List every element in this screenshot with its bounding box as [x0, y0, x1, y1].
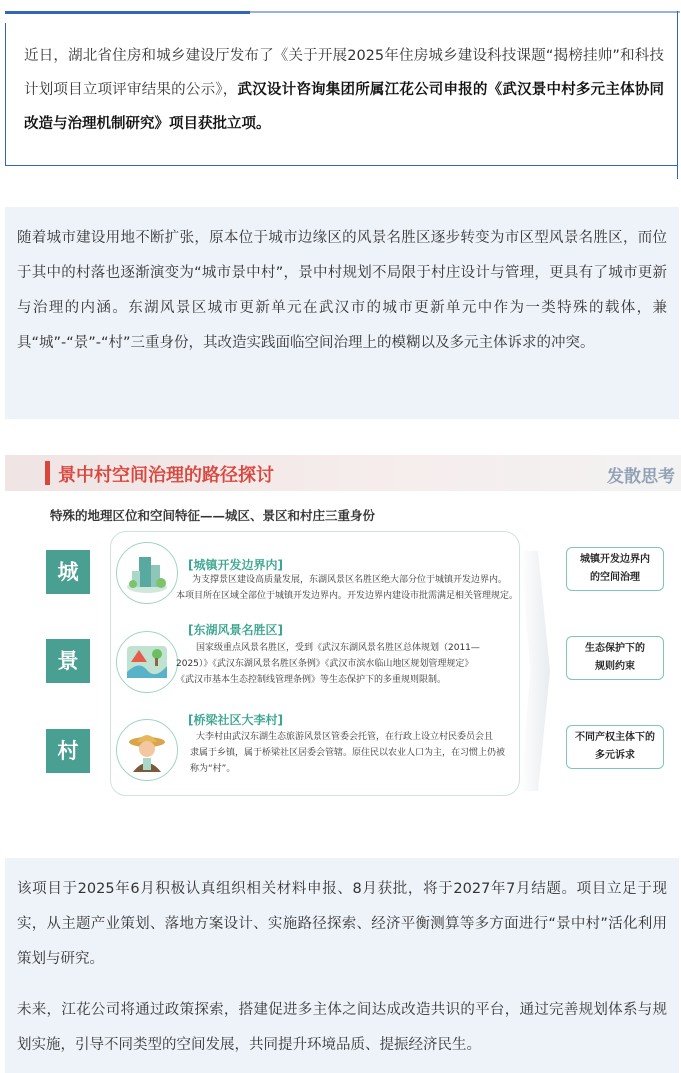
- intro-text: [24, 39, 664, 141]
- scenic-body-line1: 国家级重点风景名胜区，受到《武汉东湖风景名胜区总体规划（2011—: [196, 643, 480, 653]
- flow-arrow: [520, 551, 550, 791]
- badge-village: 村: [46, 729, 90, 773]
- village-body-line1: 大李村由武汉东湖生态旅游风景区管委会托管，在行政上设立村民委员会且: [196, 732, 494, 742]
- closing-paragraph-1: 该项目于2025年6月积极认真组织相关材料申报、8月获批，将于2027年7月结题。项目立足于现实，从主题产业策划、落地方案设计、实施路径探索、经济平衡测算等多方面进行“景中村”活化利用策划与研究。: [17, 881, 667, 967]
- figure-title-mark: [45, 461, 50, 485]
- city-body-line1: 为支撑景区建设高质量发展，东湖风景区名胜区绝大部分位于城镇开发边界内。: [192, 575, 508, 585]
- outcome-box-village: [566, 725, 664, 769]
- outcome-box-scenic: [566, 636, 664, 680]
- farmer-icon: [116, 719, 178, 781]
- village-body-line2: 隶属于乡镇，属于桥梁社区居委会管辖。原住民以农业人口为主，在习惯上仍被: [190, 748, 506, 758]
- figure-path-analysis: [0, 455, 681, 815]
- figure-title: 景中村空间治理的路径探讨: [58, 465, 274, 486]
- city-heading: [城镇开发边界内]: [188, 558, 283, 572]
- city-body-line2: 本项目所在区域全部位于城镇开发边界内。开发边界内建设市批需满足相关管理规定。: [176, 591, 519, 601]
- intro-text-bold: 武汉设计咨询集团所属江花公司申报的《武汉景中村多元主体协同改造与治理机制研究》项目获批立项。: [24, 82, 665, 132]
- background-paragraph: 随着城市建设用地不断扩张，原本位于城市边缘区的风景名胜区逐步转变为市区型风景名胜区，而位于其中的村落也逐渐演变为“城市景中村”，景中村规划不局限于村庄设计与管理，更具有了城市更新与治理的内涵。东湖风景区城市更新单元在武汉市的城市更新单元中作为一类特殊的载体，兼具“城”-“景”-“村”三重身份，其改造实践面临空间治理上的模糊以及多元主体诉求的冲突。: [17, 230, 667, 351]
- badge-scenic: 景: [46, 639, 90, 683]
- closing-panel: [5, 858, 679, 1073]
- scenic-lake-icon: [116, 631, 178, 693]
- outcome-village-text: 不同产权主体下的多元诉求: [575, 732, 655, 761]
- village-heading: [桥梁社区大李村]: [188, 713, 283, 727]
- intro-top-line: [250, 11, 680, 13]
- scenic-body-line3: 《武汉市基本生态控制线管理条例》等生态保护下的多重规则限制。: [176, 675, 447, 685]
- background-panel: [5, 207, 679, 419]
- village-body-line3: 称为“村”。: [190, 764, 236, 774]
- scenic-body-line2: 2025）》《武汉东湖风景名胜区条例》《武汉市滨水临山地区规划管理规定》: [176, 659, 474, 669]
- outcome-scenic-text: 生态保护下的规则约束: [585, 643, 645, 672]
- outcome-city-text: 城镇开发边界内的空间治理: [580, 554, 650, 583]
- intro-box: [5, 23, 677, 166]
- figure-subtitle: 特殊的地理区位和空间特征——城区、景区和村庄三重身份: [50, 508, 376, 523]
- figure-title-bar: [5, 455, 681, 491]
- closing-paragraph-2: 未来，江花公司将通过政策探索，搭建促进多主体之间达成改造共识的平台，通过完善规划体系与规划实施，引导不同类型的空间发展，共同提升环境品质、提振经济民生。: [17, 1002, 667, 1053]
- figure-right-label: 发散思考: [607, 467, 675, 487]
- intro-text-part1: 近日，湖北省住房和城乡建设厅发布了《关于开展2025年住房城乡建设科技课题“揭榜挂帅”和科技计划项目立项评审结果的公示》，: [24, 48, 664, 98]
- badge-city: 城: [46, 550, 90, 594]
- city-building-icon: [116, 542, 178, 604]
- scenic-heading: [东湖风景名胜区]: [188, 623, 283, 637]
- outcome-box-city: [566, 547, 664, 591]
